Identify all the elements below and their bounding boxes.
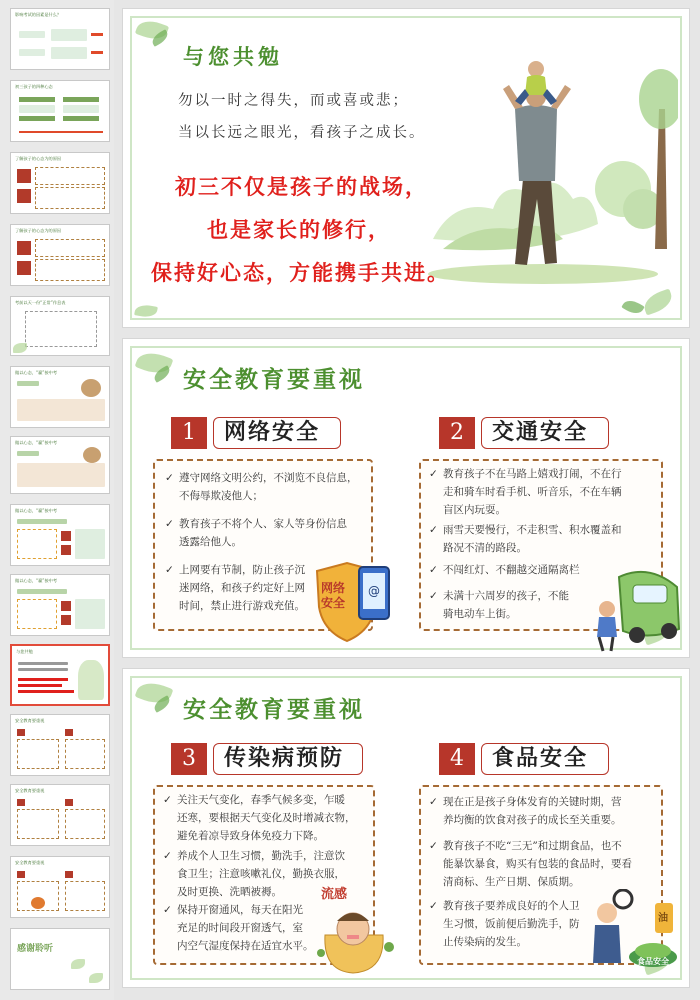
slide-thumbnail-11[interactable] <box>10 714 110 776</box>
section-title: 安全教育要重视 <box>183 366 365 393</box>
thumbnail-title: 安全教育要重视 <box>15 718 45 723</box>
slide-thumbnail-5[interactable] <box>10 296 110 356</box>
section-title: 安全教育要重视 <box>183 696 365 723</box>
bullet-item <box>165 469 358 505</box>
thumbnail-title: 初三孩子的四种心态 <box>15 84 53 89</box>
check-icon: ✓ <box>163 794 172 806</box>
slide-safety-1 <box>122 338 690 658</box>
thumbnail-title: 与您共勉 <box>16 649 33 654</box>
bullet-item <box>429 897 580 951</box>
card-number: 2 <box>439 417 475 449</box>
bullet-text: 未满十六周岁的孩子，不能 骑电动车上街。 <box>443 590 569 620</box>
highlight-line-1: 初三不仅是孩子的战场， <box>175 174 428 199</box>
slide-thumbnail-6[interactable] <box>10 366 110 428</box>
check-icon: ✓ <box>429 900 438 912</box>
highlight-line-3: 保持好心态，方能携手共进。 <box>151 260 450 285</box>
check-icon: ✓ <box>163 904 172 916</box>
highlight-line-2: 也是家长的修行， <box>207 217 391 242</box>
thumbnail-title: 了解孩子的心态为的原因 <box>15 228 62 233</box>
thumbnail-title: 安全教育要重视 <box>15 788 45 793</box>
thumbnail-title: 做以心态，“赢”接中考 <box>15 440 58 445</box>
thumbnail-title: 影响考试的因素是什么？ <box>15 12 62 17</box>
card-title-disease-prevention: 传染病预防 <box>213 743 363 775</box>
bullet-item <box>429 837 632 891</box>
check-icon: ✓ <box>429 840 438 852</box>
check-icon: ✓ <box>429 468 438 480</box>
bullet-text: 现在正是孩子身体发育的关键时期，营 养均衡的饮食对孩子的成长至关重要。 <box>443 796 622 826</box>
flu-sticker: 流感 <box>321 887 348 902</box>
slide-thumbnail-10-active[interactable] <box>10 644 110 706</box>
bullet-text: 养成个人卫生习惯，勤洗手，注意饮 食卫生；注意咳嗽礼仪，勤换衣服， 及时更换、洗晒被褥。 <box>177 850 345 898</box>
bullet-item <box>429 587 569 623</box>
slide-thumbnail-1[interactable] <box>10 8 110 70</box>
check-icon: ✓ <box>429 524 438 536</box>
bullet-text: 关注天气变化，春季气候多变，乍暖 还寒，要根据天气变化及时增减衣物， 避免着凉导致身体免疫力下降。 <box>177 794 356 842</box>
bullet-text: 教育孩子不将个人、家人等身份信息 透露给他人。 <box>179 518 347 548</box>
check-icon: ✓ <box>429 796 438 808</box>
card-number: 3 <box>171 743 207 775</box>
slide-thumbnail-4[interactable] <box>10 224 110 286</box>
slide-thumbnail-7[interactable] <box>10 436 110 494</box>
slide-thumbnail-3[interactable] <box>10 152 110 214</box>
thumbnail-title: 安全教育要重视 <box>15 860 45 865</box>
thumbnail-title: 做以心态，“赢”接中考 <box>15 370 58 375</box>
bullet-item <box>163 791 356 845</box>
food-safety-badge: 食品安全 <box>637 957 669 966</box>
card-title-food-safety: 食品安全 <box>481 743 609 775</box>
thumbnail-title: 考前以天一份“正常”作息表 <box>15 300 66 305</box>
bullet-item <box>429 521 622 557</box>
check-icon: ✓ <box>429 564 438 576</box>
bullet-text: 上网要有节制，防止孩子沉 迷网络，和孩子约定好上网 时间，禁止进行游戏充值。 <box>179 564 305 612</box>
card-number: 4 <box>439 743 475 775</box>
card-number: 1 <box>171 417 207 449</box>
slide-thumbnail-9[interactable] <box>10 574 110 636</box>
thumbnail-title: 做以心态，“赢”接中考 <box>15 508 58 513</box>
card-title-traffic-safety: 交通安全 <box>481 417 609 449</box>
card-title-network-safety: 网络安全 <box>213 417 341 449</box>
traffic-car-illustration <box>589 557 685 653</box>
page-title: 与您共勉 <box>183 44 283 69</box>
bullet-item <box>429 465 622 519</box>
father-child-illustration <box>423 49 678 284</box>
bullet-text: 不闯红灯、不翻越交通隔离栏 <box>443 564 580 576</box>
slide-thumbnail-8[interactable] <box>10 504 110 566</box>
bullet-text: 雨雪天要慢行，不走积雪、积水覆盖和 路况不清的路段。 <box>443 524 622 554</box>
thumbnail-title: 感谢聆听 <box>17 944 54 954</box>
check-icon: ✓ <box>165 564 174 576</box>
svg-text:@: @ <box>368 584 380 598</box>
check-icon: ✓ <box>163 850 172 862</box>
bullet-text: 教育孩子不在马路上嬉戏打闹，不在行 走和骑车时看手机、听音乐，不在车辆 盲区内玩耍。 <box>443 468 622 516</box>
slide-thumbnail-12[interactable] <box>10 784 110 846</box>
slide-thumbnail-14[interactable] <box>10 928 110 990</box>
bullet-item <box>429 561 580 579</box>
quote-line-2: 当以长远之眼光，看孩子之成长。 <box>178 125 426 141</box>
thumbnail-title: 了解孩子的心态为的原因 <box>15 156 62 161</box>
bullet-item <box>165 515 347 551</box>
bullet-text: 保持开窗通风，每天在阳光 充足的时间段开窗透气，室 内空气湿度保持在适宜水平。 <box>177 904 314 952</box>
slide-encouragement <box>122 8 690 328</box>
bullet-text: 遵守网络文明公约，不浏览不良信息， 不侮辱欺凌他人； <box>179 472 358 502</box>
bullet-item <box>163 901 314 955</box>
bullet-item <box>429 793 622 829</box>
network-safety-badge: 网络 安全 <box>321 581 346 610</box>
slide-thumbnail-2[interactable] <box>10 80 110 142</box>
check-icon: ✓ <box>165 518 174 530</box>
check-icon: ✓ <box>429 590 438 602</box>
quote-line-1: 勿以一时之得失，而或喜或悲； <box>178 93 409 109</box>
bullet-item <box>163 847 348 902</box>
bullet-text: 教育孩子要养成良好的个人卫 生习惯，饭前便后勤洗手，防 止传染病的发生。 <box>443 900 580 948</box>
flu-child-illustration <box>313 895 399 975</box>
thumbnail-title: 做以心态，“赢”接中考 <box>15 578 58 583</box>
oil-label: 油 <box>658 913 668 924</box>
slide-thumbnail-13[interactable] <box>10 856 110 918</box>
bullet-item <box>165 561 305 615</box>
bullet-text: 教育孩子不吃“三无”和过期食品，也不 能暴饮暴食，购买有包装的食品时，要看 清商标、生产日期、保质期。 <box>443 840 632 888</box>
slide-safety-2 <box>122 668 690 988</box>
check-icon: ✓ <box>165 472 174 484</box>
slide-thumbnail-panel <box>0 0 114 1000</box>
